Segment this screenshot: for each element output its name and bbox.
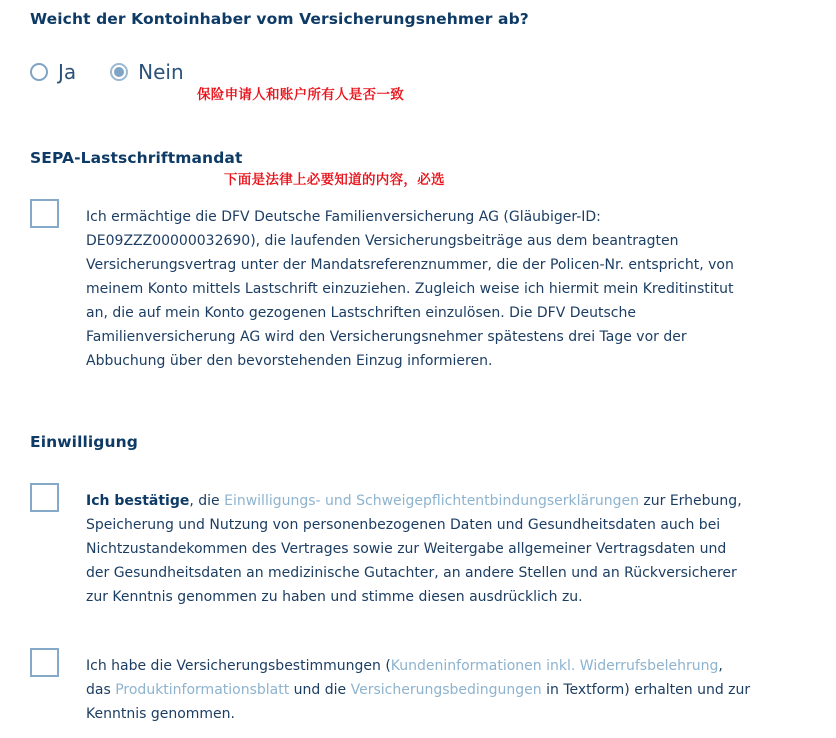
radio-option-nein[interactable] bbox=[110, 60, 184, 84]
terms-text-2: , das bbox=[86, 658, 723, 698]
radio-ja-circle[interactable] bbox=[30, 63, 48, 81]
annotation-sepa: 下面是法律上必要知道的内容，必选 bbox=[224, 172, 445, 188]
terms-text bbox=[86, 654, 751, 726]
terms-checkbox[interactable] bbox=[30, 648, 59, 677]
sepa-title: SEPA-Lastschriftmandat bbox=[30, 149, 243, 167]
consent-checkbox[interactable] bbox=[30, 483, 59, 512]
radio-nein-circle[interactable] bbox=[110, 63, 128, 81]
consent-title: Einwilligung bbox=[30, 433, 138, 451]
radio-ja-label: Ja bbox=[58, 60, 77, 84]
sepa-mandate-checkbox[interactable] bbox=[30, 199, 59, 228]
consent-text-pre: , die bbox=[189, 493, 225, 509]
annotation-account-holder: 保险申请人和账户所有人是否一致 bbox=[197, 87, 404, 103]
consent-bold: Ich bestätige bbox=[86, 493, 190, 509]
consent-text-post: zur Erhebung, Speicherung und Nutzung von personenbezogenen Daten und Gesundheitsdaten auch bei Nichtzustandekommen des Vertrages sowie zur Weitergabe allgemeiner Vertragsdaten und der Gesundheitsdaten an medizinische Gutachter, an andere Stellen und an Rückversicherer zur Kenntnis genommen zu haben und stimme diesen ausdrücklich zu. bbox=[86, 493, 742, 605]
insurance-conditions-link[interactable]: Versicherungsbedingungen bbox=[350, 682, 542, 698]
radio-option-ja[interactable] bbox=[30, 60, 76, 84]
product-info-sheet-link[interactable]: Produktinformationsblatt bbox=[115, 682, 290, 698]
terms-text-3: und die bbox=[289, 682, 351, 698]
account-holder-question: Weicht der Kontoinhaber vom Versicherungsnehmer ab? bbox=[30, 10, 529, 28]
account-holder-radio-group bbox=[30, 60, 218, 84]
radio-selected-dot bbox=[114, 67, 124, 77]
consent-declarations-link[interactable]: Einwilligungs- und Schweigepflichtentbindungserklärungen bbox=[224, 493, 639, 509]
sepa-mandate-text: Ich ermächtige die DFV Deutsche Familienversicherung AG (Gläubiger-ID: DE09ZZZ00000032690), die laufenden Versicherungsbeiträge aus dem beantragten Versicherungsvertrag unter der Mandatsreferenznummer, die der Policen-Nr. entspricht, von meinem Konto mittels Lastschrift einzuziehen. Zugleich weise ich hiermit mein Kreditinstitut an, die auf mein Konto gezogenen Lastschriften einzulösen. Die DFV Deutsche Familienversicherung AG wird den Versicherungsnehmer spätestens drei Tage vor der Abbuchung über den bevorstehenden Einzug informieren. bbox=[86, 209, 734, 369]
customer-info-link[interactable]: Kundeninformationen inkl. Widerrufsbelehrung bbox=[390, 658, 719, 674]
terms-text-4: in Textform) erhalten und zur Kenntnis genommen. bbox=[86, 682, 751, 722]
terms-text-1: Ich habe die Versicherungsbestimmungen ( bbox=[86, 658, 391, 674]
consent-text bbox=[86, 489, 751, 609]
radio-nein-label: Nein bbox=[138, 60, 184, 84]
